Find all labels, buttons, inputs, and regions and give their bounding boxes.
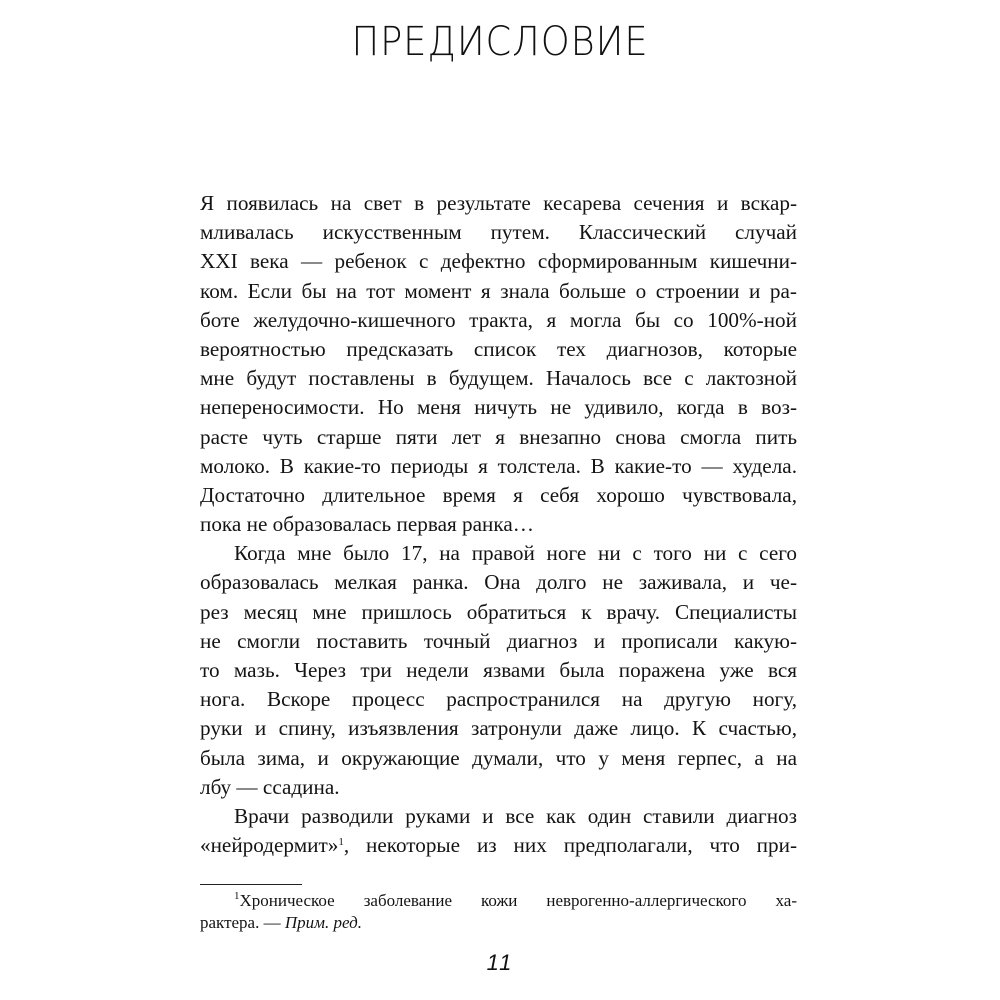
paragraph-line: руки и спину, изъязвления затронули даже лицо. К счастью, [200, 716, 797, 741]
paragraph-line [200, 831, 797, 860]
paragraph-line: то мазь. Через три недели язвами была поражена уже вся [200, 658, 797, 682]
paragraph-line: расте чуть старше пяти лет я внезапно снова смогла пить [200, 424, 797, 449]
line-continuation: , некоторые из них предполагали, что при- [343, 833, 797, 858]
paragraph-line: Врачи разводили руками и все как один ставили диагноз [234, 803, 797, 828]
footnote-line [200, 890, 797, 912]
footnote-reference[interactable]: 1 [338, 836, 344, 849]
paragraph-line: вероятностью предсказать список тех диагнозов, которые [200, 336, 797, 361]
paragraph-line: ком. Если бы на тот момент я знала больше о строении и ра- [200, 278, 797, 303]
paragraph-line: мливалась искусственным путем. Классический случай [200, 220, 797, 245]
paragraph-line: нога. Вскоре процесс распространился на другую ногу, [200, 687, 797, 712]
paragraph-line: XXI века — ребенок с дефектно сформированным кишечни- [200, 249, 797, 274]
paragraph-line: не смогли поставить точный диагноз и прописали какую- [200, 628, 797, 653]
paragraph-line: была зима, и окружающие думали, что у меня герпес, а на [200, 745, 797, 770]
paragraph-line: боте желудочно-кишечного тракта, я могла бы со 100%-ной [200, 307, 797, 332]
page-title: ПРЕДИСЛОВИЕ [351, 19, 649, 65]
page-number: 11 [486, 950, 514, 975]
footnote-number: 1 [234, 890, 240, 902]
body-text [200, 189, 797, 860]
paragraph-line: Достаточно длительное время я себя хорошо чувствовала, [200, 482, 797, 507]
footnote-divider [200, 884, 302, 885]
paragraph-line: лбу — ссадина. [200, 774, 340, 799]
paragraph-line: мне будут поставлены в будущем. Началось все с лактозной [200, 366, 797, 391]
paragraph-line: непереносимости. Но меня ничуть не удивило, когда в воз- [200, 395, 797, 420]
paragraph-line: Когда мне было 17, на правой ноге ни с того ни с сего [234, 541, 797, 566]
paragraph-line: пока не образовалась первая ранка… [200, 512, 534, 537]
quoted-term: «нейродермит» [200, 833, 339, 858]
paragraph-line: молоко. В какие-то периоды я толстела. В какие-то — худела. [200, 453, 797, 478]
paragraph-line: Я появилась на свет в результате кесарева сечения и вскар- [200, 191, 797, 215]
footnote-text: Хроническое заболевание кожи неврогенно-аллергического ха- [239, 891, 797, 910]
paragraph-line: образовалась мелкая ранка. Она долго не заживала, и че- [200, 570, 797, 595]
footnote-line [200, 912, 797, 934]
footnote-text: рактера. — [200, 913, 285, 932]
editor-note: Прим. ред. [284, 913, 362, 932]
paragraph-line: рез месяц мне пришлось обратиться к врачу. Специалисты [200, 599, 797, 624]
footnote [200, 890, 797, 934]
